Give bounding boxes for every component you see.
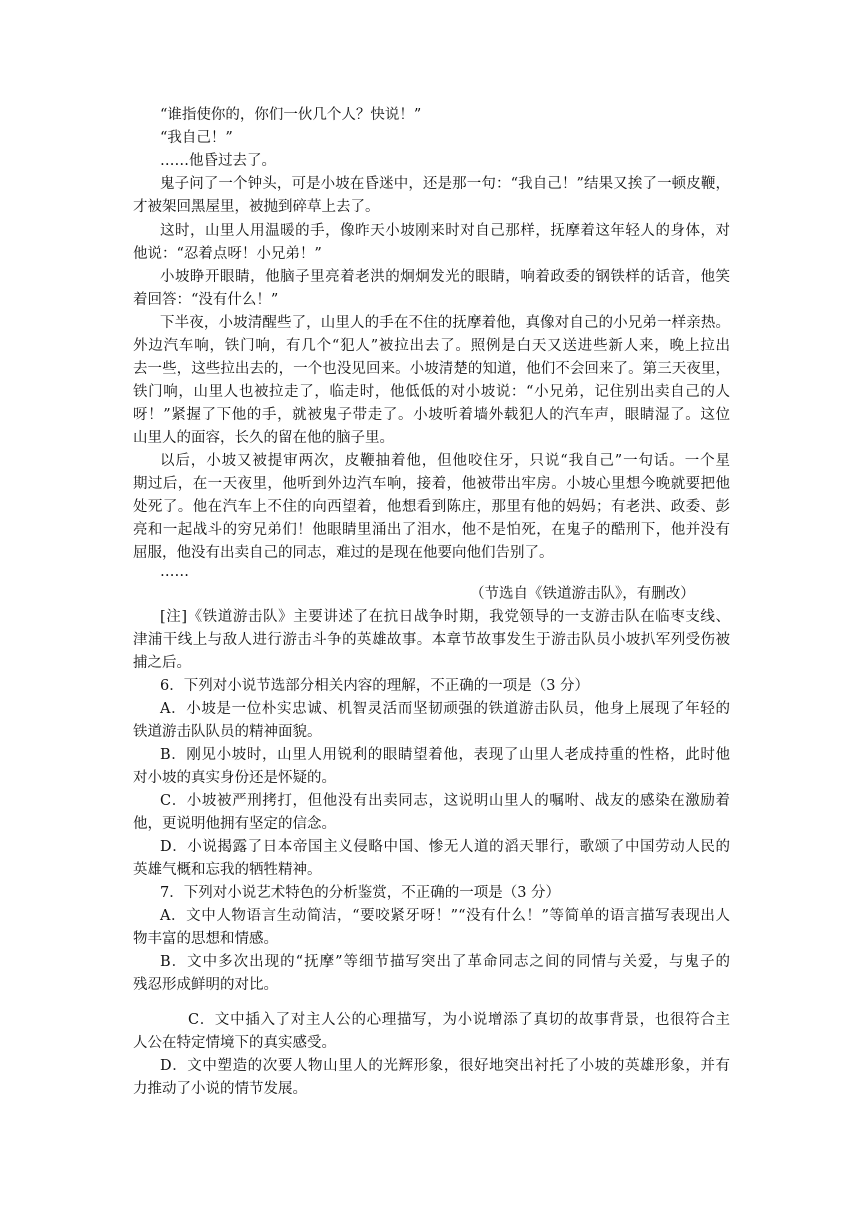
q7-option-b-cont: 残忍形成鲜明的对比。 — [133, 977, 278, 993]
paragraph-line: 外边汽车响，铁门响，有几个“犯人”被拉出去了。照例是白天又送进些新人来，晚上拉出 — [133, 338, 730, 354]
q6-option-a-cont: 铁道游击队队员的精神面貌。 — [133, 724, 322, 740]
note-line: [注]《铁道游击队》主要讲述了在抗日战争时期，我党领导的一支游击队在临枣支线、 — [160, 609, 730, 625]
q6-option-c-cont: 他，更说明他拥有坚定的信念。 — [133, 816, 336, 832]
q6-option-c: C．小坡被严刑拷打，但他没有出卖同志，这说明山里人的嘱咐、战友的感染在激励着 — [160, 793, 730, 809]
q7-option-a: A．文中人物语言生动简洁，“要咬紧牙呀！”“没有什么！”等简单的语言描写表现出人 — [160, 908, 730, 924]
q6-option-d: D．小说揭露了日本帝国主义侵略中国、惨无人道的滔天罪行，歌颂了中国劳动人民的 — [160, 839, 730, 855]
q6-option-b: B．刚见小坡时，山里人用锐利的眼睛望着他，表现了山里人老成持重的性格，此时他 — [160, 747, 730, 763]
note-line: 捕之后。 — [133, 655, 191, 671]
paragraph-line: 亮和一起战斗的穷兄弟们！他眼睛里涌出了泪水，他不是怕死，在鬼子的酷刑下，他并没有 — [133, 522, 730, 538]
paragraph-line: 下半夜，小坡清醒些了，山里人的手在不住的抚摩着他，真像对自己的小兄弟一样亲热。 — [160, 315, 730, 331]
q7-option-b: B．文中多次出现的“抚摩”等细节描写突出了革命同志之间的同情与关爱，与鬼子的 — [160, 954, 730, 970]
question-7-stem: 7．下列对小说艺术特色的分析鉴赏，不正确的一项是（3 分） — [160, 885, 561, 901]
source-citation: （节选自《铁道游击队》，有删改） — [470, 586, 695, 602]
q6-option-d-cont: 英雄气概和忘我的牺牲精神。 — [133, 862, 322, 878]
paragraph-line: 着回答：“没有什么！” — [133, 292, 279, 308]
paragraph-line: 去一些，这些拉出去的，一个也没见回来。小坡清楚的知道，他们不会回来了。第三天夜里， — [133, 361, 730, 377]
dialogue-line-2: “我自己！” — [160, 130, 233, 146]
q7-option-c-cont: 人公在特定情境下的真实感受。 — [133, 1035, 336, 1051]
paragraph-line: 小坡睁开眼睛，他脑子里亮着老洪的炯炯发光的眼睛，响着政委的钢铁样的话音，他笑 — [160, 269, 730, 285]
paragraph-line: 屈服，他没有出卖自己的同志，难过的是现在他要向他们告别了。 — [133, 545, 554, 561]
question-6-stem: 6．下列对小说节选部分相关内容的理解，不正确的一项是（3 分） — [160, 678, 590, 694]
dialogue-line-1: “谁指使你的，你们一伙几个人？快说！” — [160, 107, 422, 123]
paragraph-line: 呀！”紧握了下他的手，就被鬼子带走了。小坡听着墙外载犯人的汽车声，眼睛湿了。这位 — [133, 407, 730, 423]
ellipsis: …… — [160, 564, 189, 580]
paragraph-line: 山里人的面容，长久的留在他的脑子里。 — [133, 430, 394, 446]
paragraph-line: 这时，山里人用温暖的手，像昨天小坡刚来时对自己那样，抚摩着这年轻人的身体，对 — [160, 223, 730, 239]
paragraph-line: 处死了。他在汽车上不住的向西望着，他想看到陈庄，那里有他的妈妈；有老洪、政委、彭 — [133, 499, 730, 515]
note-line: 津浦干线上与敌人进行游击斗争的英雄故事。本章节故事发生于游击队员小坡扒军列受伤被 — [133, 632, 730, 648]
paragraph-line: 以后，小坡又被提审两次，皮鞭抽着他，但他咬住牙，只说“我自己”一句话。一个星 — [160, 453, 730, 469]
q7-option-d: D．文中塑造的次要人物山里人的光辉形象，很好地突出衬托了小坡的英雄形象，并有 — [160, 1058, 730, 1074]
narration-line: ……他昏过去了。 — [160, 153, 276, 169]
q6-option-a: A．小坡是一位朴实忠诚、机智灵活而坚韧顽强的铁道游击队员，他身上展现了年轻的 — [160, 701, 730, 717]
q6-option-b-cont: 对小坡的真实身份还是怀疑的。 — [133, 770, 336, 786]
paragraph-line: 铁门响，山里人也被拉走了，临走时，他低低的对小坡说：“小兄弟，记住别出卖自己的人 — [133, 384, 730, 400]
paragraph-line: 鬼子问了一个钟头，可是小坡在昏迷中，还是那一句：“我自己！”结果又挨了一顿皮鞭， — [160, 176, 730, 192]
q7-option-d-cont: 力推动了小说的情节发展。 — [133, 1081, 307, 1097]
q7-option-c: C．文中插入了对主人公的心理描写，为小说增添了真切的故事背景，也很符合主 — [188, 1012, 730, 1028]
q7-option-a-cont: 物丰富的思想和情感。 — [133, 931, 278, 947]
paragraph-line: 期过后，在一天夜里，他听到外边汽车响，接着，他被带出牢房。小坡心里想今晚就要把他 — [133, 476, 730, 492]
paragraph-line: 才被架回黑屋里，被抛到碎草上去了。 — [133, 199, 380, 215]
paragraph-line: 他说：“忍着点呀！小兄弟！” — [133, 246, 322, 262]
